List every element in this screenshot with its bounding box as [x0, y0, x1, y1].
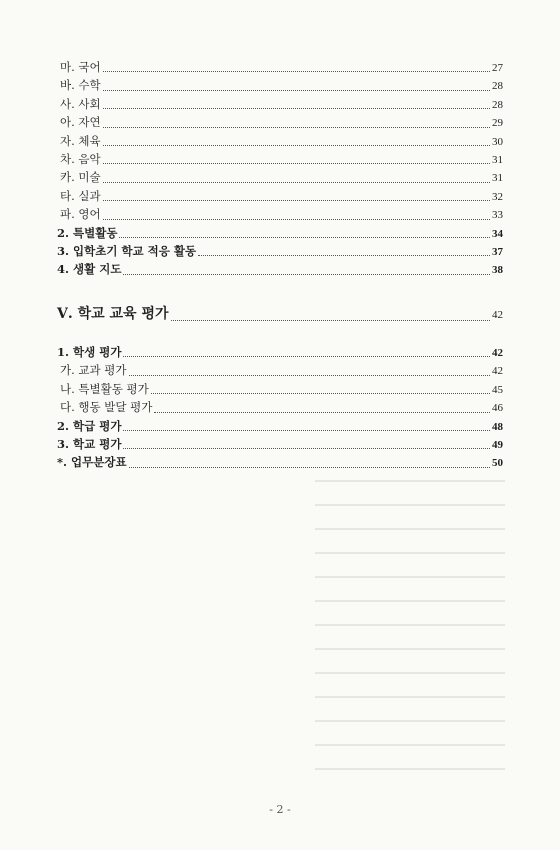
toc-entry-label: 바. 수학	[60, 78, 101, 93]
leader-dots	[103, 162, 490, 164]
toc-entry-label: 차. 음악	[60, 151, 101, 166]
toc-entry-label: 4. 생활 지도	[57, 262, 122, 277]
leader-dots	[151, 392, 490, 394]
toc-block-1	[57, 58, 503, 279]
chapter-title: Ⅴ. 학교 교육 평가	[57, 306, 169, 322]
chapter-page: 42	[492, 309, 503, 321]
toc-entry	[57, 380, 503, 398]
toc-entry-page: 42	[492, 347, 503, 359]
toc-entry-label: 2. 특별활동	[57, 225, 118, 240]
toc-entry	[57, 132, 503, 150]
toc-entry	[57, 150, 503, 168]
toc-entry-label: 가. 교과 평가	[60, 363, 127, 378]
toc-entry	[57, 95, 503, 113]
leader-dots	[103, 70, 490, 72]
toc-entry	[57, 58, 503, 76]
leader-dots	[129, 466, 490, 468]
chapter-heading	[57, 303, 503, 325]
toc-entry-label: 마. 국어	[60, 60, 101, 74]
toc-entry-label: 다. 행동 발달 평가	[60, 400, 153, 415]
leader-dots	[103, 218, 490, 220]
toc-entry-label: 카. 미술	[60, 170, 101, 185]
leader-dots	[198, 254, 490, 256]
toc-entry-page: 33	[492, 209, 503, 222]
toc-entry	[57, 260, 503, 278]
toc-entry	[57, 453, 503, 471]
toc-entry	[57, 398, 503, 416]
toc-entry-page: 27	[492, 62, 503, 74]
toc-entry-label: 사. 사회	[60, 96, 101, 111]
toc-entry-page: 28	[492, 98, 503, 111]
leader-dots	[119, 236, 490, 238]
toc-entry	[57, 417, 503, 435]
toc-entry-label: 3. 입학초기 학교 적응 활동	[57, 243, 197, 258]
toc-entry	[57, 168, 503, 186]
toc-entry-page: 42	[492, 365, 503, 378]
leader-dots	[103, 144, 490, 146]
toc-entry-page: 45	[492, 383, 503, 396]
toc-entry-page: 46	[492, 402, 503, 415]
toc-entry	[57, 76, 503, 94]
toc-entry	[57, 187, 503, 205]
leader-dots	[123, 273, 490, 275]
toc-entry-page: 48	[492, 420, 503, 433]
toc-block-2	[57, 343, 503, 472]
toc-entry-label: 자. 체육	[60, 133, 101, 148]
toc-entry	[57, 343, 503, 361]
leader-dots	[123, 429, 490, 431]
toc-entry-page: 34	[492, 227, 503, 240]
toc-entry-label: 1. 학생 평가	[57, 345, 122, 359]
leader-dots	[103, 89, 490, 91]
toc-entry-page: 50	[492, 457, 503, 470]
toc-entry-page: 28	[492, 80, 503, 93]
toc-entry-page: 30	[492, 135, 503, 148]
toc-entry-label: 아. 자연	[60, 115, 101, 130]
leader-dots	[154, 411, 490, 413]
toc-entry-label: 나. 특별활동 평가	[60, 381, 149, 396]
toc-entry	[57, 361, 503, 379]
toc-entry	[57, 224, 503, 242]
toc-entry-label: 타. 실과	[60, 188, 101, 203]
leader-dots	[103, 181, 490, 183]
leader-dots	[123, 355, 490, 357]
toc-entry-page: 37	[492, 245, 503, 258]
toc-entry-label: 2. 학급 평가	[57, 418, 122, 433]
leader-dots	[123, 447, 490, 449]
leader-dots	[103, 126, 490, 128]
leader-dots	[103, 199, 490, 201]
toc-entry-page: 49	[492, 438, 503, 451]
leader-dots	[103, 107, 490, 109]
toc-entry-page: 31	[492, 153, 503, 166]
toc-entry-page: 31	[492, 172, 503, 185]
toc-entry-page: 38	[492, 264, 503, 277]
toc-entry	[57, 435, 503, 453]
toc-entry-label: 파. 영어	[60, 207, 101, 222]
toc-entry	[57, 205, 503, 223]
page-number: - 2 -	[269, 803, 291, 816]
toc-entry	[57, 242, 503, 260]
toc-entry-label: *. 업무분장표	[57, 455, 127, 470]
bleed-through-texture	[315, 480, 505, 780]
leader-dots	[171, 319, 490, 321]
toc-entry	[57, 113, 503, 131]
toc-entry-page: 32	[492, 190, 503, 203]
leader-dots	[129, 374, 490, 376]
toc-chapter	[57, 303, 503, 325]
toc-entry-label: 3. 학교 평가	[57, 436, 122, 451]
toc-entry-page: 29	[492, 117, 503, 130]
